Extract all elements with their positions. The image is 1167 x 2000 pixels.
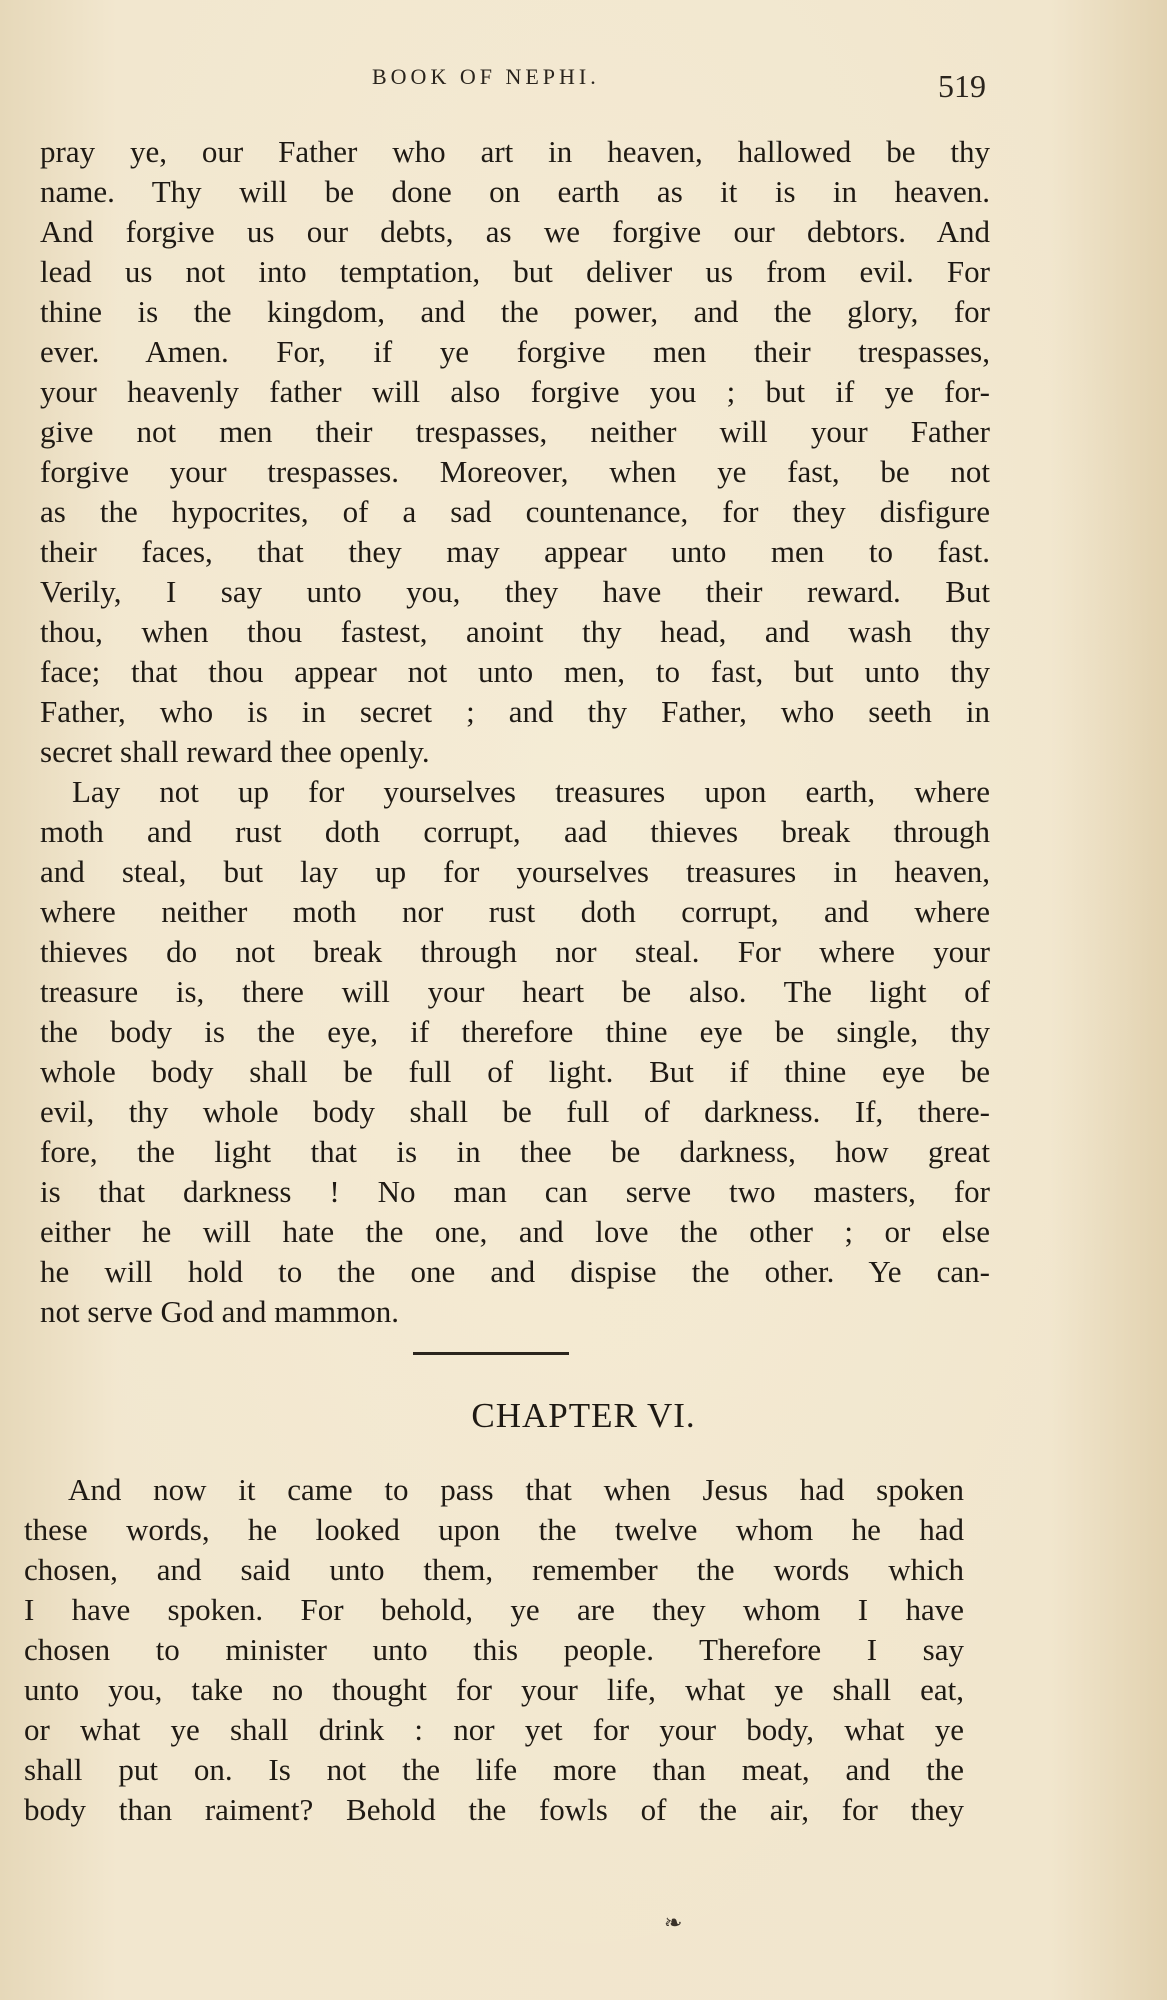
text-line: Verily, I say unto you, they have their reward. But bbox=[40, 574, 990, 609]
text-line: chosen, and said unto them, remember the words which bbox=[24, 1552, 964, 1587]
text-line: thou, when thou fastest, anoint thy head, and wash thy bbox=[40, 614, 990, 649]
text-line: thieves do not break through nor steal. For where your bbox=[40, 934, 990, 969]
text-line: he will hold to the one and dispise the other. Ye can- bbox=[40, 1254, 990, 1289]
page-header bbox=[0, 62, 1167, 102]
text-line: thine is the kingdom, and the power, and the glory, for bbox=[40, 294, 990, 329]
text-line: or what ye shall drink : nor yet for your body, what ye bbox=[24, 1712, 964, 1747]
text-line: unto you, take no thought for your life, what ye shall eat, bbox=[24, 1672, 964, 1707]
text-line: as the hypocrites, of a sad countenance, for they disfigure bbox=[40, 494, 990, 529]
text-line: I have spoken. For behold, ye are they whom I have bbox=[24, 1592, 964, 1627]
text-line: ever. Amen. For, if ye forgive men their trespasses, bbox=[40, 334, 990, 369]
text-line: pray ye, our Father who art in heaven, hallowed be thy bbox=[40, 134, 990, 169]
text-line: fore, the light that is in thee be darkness, how great bbox=[40, 1134, 990, 1169]
chapter-heading: CHAPTER VI. bbox=[471, 1396, 696, 1435]
text-line: not serve God and mammon. bbox=[40, 1294, 400, 1329]
paragraph-first-line: And now it came to pass that when Jesus had spoken bbox=[68, 1472, 964, 1507]
text-line: body than raiment? Behold the fowls of the air, for they bbox=[24, 1792, 964, 1827]
text-line: treasure is, there will your heart be also. The light of bbox=[40, 974, 990, 1009]
text-line: your heavenly father will also forgive you ; but if ye for- bbox=[40, 374, 990, 409]
text-line: either he will hate the one, and love the other ; or else bbox=[40, 1214, 990, 1249]
page-number: 519 bbox=[938, 68, 986, 104]
text-line: these words, he looked upon the twelve whom he had bbox=[24, 1512, 964, 1547]
text-line: the body is the eye, if therefore thine eye be single, thy bbox=[40, 1014, 990, 1049]
text-line: give not men their trespasses, neither will your Father bbox=[40, 414, 990, 449]
text-line: evil, thy whole body shall be full of darkness. If, there- bbox=[40, 1094, 990, 1129]
running-title: BOOK OF NEPHI. bbox=[372, 64, 600, 89]
text-line: chosen to minister unto this people. Therefore I say bbox=[24, 1632, 964, 1667]
text-line: face; that thou appear not unto men, to fast, but unto thy bbox=[40, 654, 990, 689]
text-line: shall put on. Is not the life more than meat, and the bbox=[24, 1752, 964, 1787]
text-line: and steal, but lay up for yourselves treasures in heaven, bbox=[40, 854, 990, 889]
text-line: Father, who is in secret ; and thy Father, who seeth in bbox=[40, 694, 990, 729]
text-line: moth and rust doth corrupt, aad thieves break through bbox=[40, 814, 990, 849]
text-line: secret shall reward thee openly. bbox=[40, 734, 430, 769]
text-line: And forgive us our debts, as we forgive our debtors. And bbox=[40, 214, 990, 249]
text-line: name. Thy will be done on earth as it is in heaven. bbox=[40, 174, 990, 209]
page-ornament: ❧ bbox=[664, 1910, 683, 1935]
text-line: forgive your trespasses. Moreover, when ye fast, be not bbox=[40, 454, 990, 489]
text-line: whole body shall be full of light. But if thine eye be bbox=[40, 1054, 990, 1089]
text-line: where neither moth nor rust doth corrupt, and where bbox=[40, 894, 990, 929]
text-line: lead us not into temptation, but deliver us from evil. For bbox=[40, 254, 990, 289]
paragraph-first-line: Lay not up for yourselves treasures upon earth, where bbox=[72, 774, 990, 809]
text-line: their faces, that they may appear unto men to fast. bbox=[40, 534, 990, 569]
section-divider bbox=[413, 1352, 569, 1355]
text-line: is that darkness ! No man can serve two masters, for bbox=[40, 1174, 990, 1209]
